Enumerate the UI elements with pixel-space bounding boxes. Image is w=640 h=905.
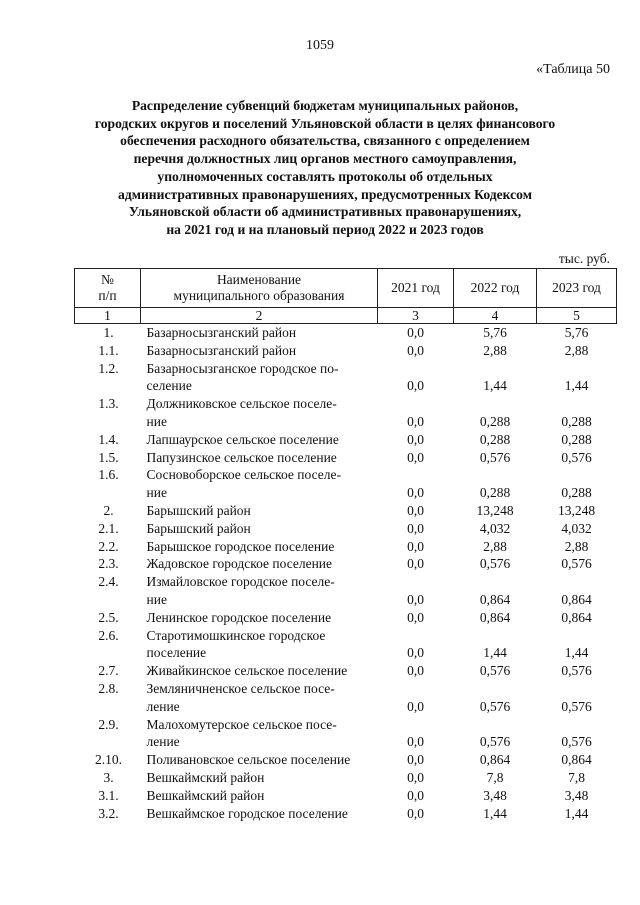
value-2022: 7,8 [486, 769, 504, 785]
municipality-name [141, 609, 378, 627]
value-2022: 4,032 [479, 520, 511, 536]
municipality-name [141, 395, 378, 431]
header-2022: 2022 год [454, 269, 537, 308]
municipality-name-line: Живайкинское сельское поселение [146, 663, 348, 679]
value-2022: 0,288 [479, 413, 511, 429]
value-2022: 0,576 [479, 556, 511, 572]
table-row [75, 787, 617, 805]
row-number: 1. [103, 325, 114, 340]
value-2022: 0,576 [479, 449, 511, 465]
row-number: 1.3. [98, 396, 119, 412]
value-2023: 0,288 [561, 413, 592, 429]
table-row [75, 716, 617, 752]
value-2022: 3,48 [483, 787, 507, 803]
column-number: 5 [537, 308, 617, 324]
value-2023: 5,76 [564, 325, 589, 340]
value-2023: 7,8 [568, 769, 585, 785]
value-2023: 13,248 [557, 502, 596, 518]
column-number: 4 [454, 308, 537, 324]
municipality-name-line: ление [146, 734, 180, 750]
value-2021: 0,0 [407, 520, 424, 536]
value-2022: 0,288 [479, 431, 511, 447]
value-2023: 0,864 [561, 609, 592, 625]
value-2023: 0,576 [561, 663, 592, 679]
subvention-table [74, 268, 617, 822]
value-2023: 1,44 [564, 378, 589, 394]
value-2023: 0,576 [561, 734, 592, 750]
value-2022: 13,248 [476, 502, 514, 518]
row-number: 2.10. [95, 752, 122, 768]
table-row [75, 609, 617, 627]
municipality-name [141, 431, 378, 449]
table-row [75, 573, 617, 609]
row-number: 2.8. [98, 680, 119, 696]
municipality-name-line: Измайловское городское поселе- [146, 574, 335, 590]
header-name-line1: Наименование [216, 272, 302, 287]
title-line: обеспечения расходного обязательства, связанного с определением [120, 133, 530, 149]
value-2023: 0,576 [561, 698, 592, 714]
value-2023: 3,48 [564, 787, 589, 803]
municipality-name [141, 449, 378, 467]
value-2021: 0,0 [407, 413, 424, 429]
table-row [75, 555, 617, 573]
municipality-name [141, 662, 378, 680]
value-2023: 0,288 [561, 431, 592, 447]
column-number: 1 [75, 308, 141, 324]
value-2023: 2,88 [564, 538, 589, 554]
municipality-name-line: ление [146, 698, 180, 714]
municipality-name [141, 342, 378, 360]
header-number-line2: п/п [98, 288, 117, 303]
table-body [75, 324, 617, 823]
row-number: 2.3. [98, 556, 119, 572]
municipality-name-line: Базарносызганский район [146, 342, 297, 358]
title-line: на 2021 год и на плановый период 2022 и 2023 годов [166, 221, 484, 237]
value-2021: 0,0 [407, 609, 424, 625]
header-2021: 2021 год [378, 269, 454, 308]
value-2021: 0,0 [407, 449, 424, 465]
municipality-name [141, 805, 378, 823]
value-2021: 0,0 [407, 431, 424, 447]
header-row [75, 269, 617, 308]
header-name-line2: муниципального образования [173, 288, 345, 303]
value-2022: 2,88 [483, 538, 507, 554]
municipality-name-line: ние [146, 413, 167, 429]
row-number: 3.2. [98, 805, 119, 821]
municipality-name-line: Барышский район [146, 520, 251, 536]
value-2021: 0,0 [407, 645, 424, 661]
municipality-name-line: селение [146, 378, 192, 394]
page-number: 1059 [306, 38, 334, 53]
value-2022: 0,576 [479, 698, 511, 714]
municipality-name-line: Земляничненское сельское посе- [146, 680, 335, 696]
municipality-name-line: ние [146, 591, 167, 607]
value-2021: 0,0 [407, 769, 424, 785]
header-name [141, 269, 378, 308]
municipality-name-line: Базарносызганский район [146, 325, 297, 340]
table-row [75, 324, 617, 342]
table-reference: «Таблица 50 [536, 62, 610, 77]
value-2022: 5,76 [483, 325, 507, 340]
value-2023: 1,44 [564, 805, 589, 821]
municipality-name [141, 555, 378, 573]
table-row [75, 431, 617, 449]
row-number: 3. [103, 769, 114, 785]
municipality-name [141, 573, 378, 609]
document-title [60, 97, 590, 239]
value-2021: 0,0 [407, 805, 424, 821]
value-2023: 0,864 [561, 591, 592, 607]
table-row [75, 751, 617, 769]
value-2022: 1,44 [483, 645, 507, 661]
municipality-name-line: Ленинское городское поселение [146, 609, 332, 625]
table-row [75, 769, 617, 787]
municipality-name-line: Вешкаймское городское поселение [146, 805, 348, 821]
row-number: 2.2. [98, 538, 119, 554]
table-row [75, 538, 617, 556]
municipality-name-line: Барышское городское поселение [146, 538, 335, 554]
value-2021: 0,0 [407, 591, 424, 607]
value-2022: 0,864 [479, 591, 511, 607]
column-number-row [75, 308, 617, 324]
header-2023: 2023 год [537, 269, 617, 308]
column-number: 2 [141, 308, 378, 324]
row-number: 2.7. [98, 663, 119, 679]
municipality-name-line: Старотимошкинское городское [146, 627, 326, 643]
table-row [75, 662, 617, 680]
value-2022: 0,576 [479, 663, 511, 679]
header-number-line1: № [101, 272, 114, 287]
municipality-name-line: Лапшаурское сельское поселение [146, 431, 339, 447]
title-line: Ульяновской области об административных правонарушениях, [128, 204, 522, 220]
value-2021: 0,0 [407, 734, 424, 750]
value-2022: 2,88 [483, 342, 507, 358]
municipality-name [141, 538, 378, 556]
title-line: городских округов и поселений Ульяновской области в целях финансового [94, 115, 556, 131]
title-line: административных правонарушениях, предусмотренных Кодексом [118, 186, 532, 202]
municipality-name-line: Малохомутерское сельское посе- [146, 716, 337, 732]
municipality-name-line: Поливановское сельское поселение [146, 752, 351, 768]
row-number: 1.1. [98, 342, 119, 358]
row-number: 2. [103, 502, 114, 518]
value-2022: 1,44 [483, 805, 507, 821]
municipality-name-line: поселение [146, 645, 207, 661]
value-2021: 0,0 [407, 342, 424, 358]
value-2021: 0,0 [407, 556, 424, 572]
row-number: 1.5. [98, 449, 119, 465]
row-number: 1.6. [98, 467, 119, 483]
value-2022: 0,864 [479, 609, 511, 625]
value-2022: 1,44 [483, 378, 507, 394]
value-2022: 0,576 [479, 734, 511, 750]
value-2021: 0,0 [407, 502, 424, 518]
municipality-name-line: Базарносызганское городское по- [146, 360, 339, 376]
value-2023: 0,864 [561, 752, 592, 768]
municipality-name-line: Вешкаймский район [146, 769, 265, 785]
row-number: 2.9. [98, 716, 119, 732]
municipality-name [141, 769, 378, 787]
value-2021: 0,0 [407, 787, 424, 803]
value-2023: 2,88 [564, 342, 589, 358]
title-line: перечня должностных лиц органов местного самоуправления, [133, 151, 517, 167]
value-2023: 1,44 [564, 645, 589, 661]
row-number: 2.4. [98, 574, 119, 590]
value-2021: 0,0 [407, 698, 424, 714]
value-2023: 0,576 [561, 449, 592, 465]
row-number: 1.4. [98, 431, 119, 447]
value-2023: 4,032 [561, 520, 592, 536]
value-2021: 0,0 [407, 752, 424, 768]
row-number: 2.5. [98, 609, 119, 625]
municipality-name [141, 787, 378, 805]
table-row [75, 502, 617, 520]
municipality-name [141, 324, 378, 342]
column-number: 3 [378, 308, 454, 324]
value-2021: 0,0 [407, 538, 424, 554]
value-2021: 0,0 [407, 485, 424, 501]
municipality-name-line: Должниковское сельское поселе- [146, 396, 337, 412]
value-2021: 0,0 [407, 325, 424, 340]
value-2021: 0,0 [407, 663, 424, 679]
table-row [75, 342, 617, 360]
title-line: Распределение субвенций бюджетам муниципальных районов, [131, 98, 519, 113]
municipality-name [141, 716, 378, 752]
units-label: тыс. руб. [558, 251, 610, 266]
table-row [75, 395, 617, 431]
table-row [75, 360, 617, 396]
value-2022: 0,288 [479, 485, 511, 501]
municipality-name [141, 751, 378, 769]
municipality-name [141, 627, 378, 663]
table-row [75, 449, 617, 467]
municipality-name-line: Жадовское городское поселение [146, 556, 333, 572]
municipality-name-line: Барышский район [146, 502, 251, 518]
table-row [75, 466, 617, 502]
title-line: уполномоченных составлять протоколы об отдельных [157, 168, 493, 184]
municipality-name [141, 466, 378, 502]
municipality-name-line: Папузинское сельское поселение [146, 449, 337, 465]
municipality-name-line: ние [146, 485, 167, 501]
table-row [75, 680, 617, 716]
table-row [75, 805, 617, 823]
header-number [75, 269, 141, 308]
municipality-name [141, 520, 378, 538]
municipality-name [141, 360, 378, 396]
table-row [75, 520, 617, 538]
municipality-name-line: Сосновоборское сельское поселе- [146, 467, 341, 483]
value-2022: 0,864 [479, 752, 511, 768]
value-2023: 0,576 [561, 556, 592, 572]
row-number: 2.1. [98, 520, 119, 536]
row-number: 3.1. [98, 787, 119, 803]
value-2023: 0,288 [561, 485, 592, 501]
row-number: 2.6. [98, 627, 119, 643]
value-2021: 0,0 [407, 378, 424, 394]
row-number: 1.2. [98, 360, 119, 376]
table-row [75, 627, 617, 663]
municipality-name [141, 680, 378, 716]
municipality-name-line: Вешкаймский район [146, 787, 265, 803]
municipality-name [141, 502, 378, 520]
